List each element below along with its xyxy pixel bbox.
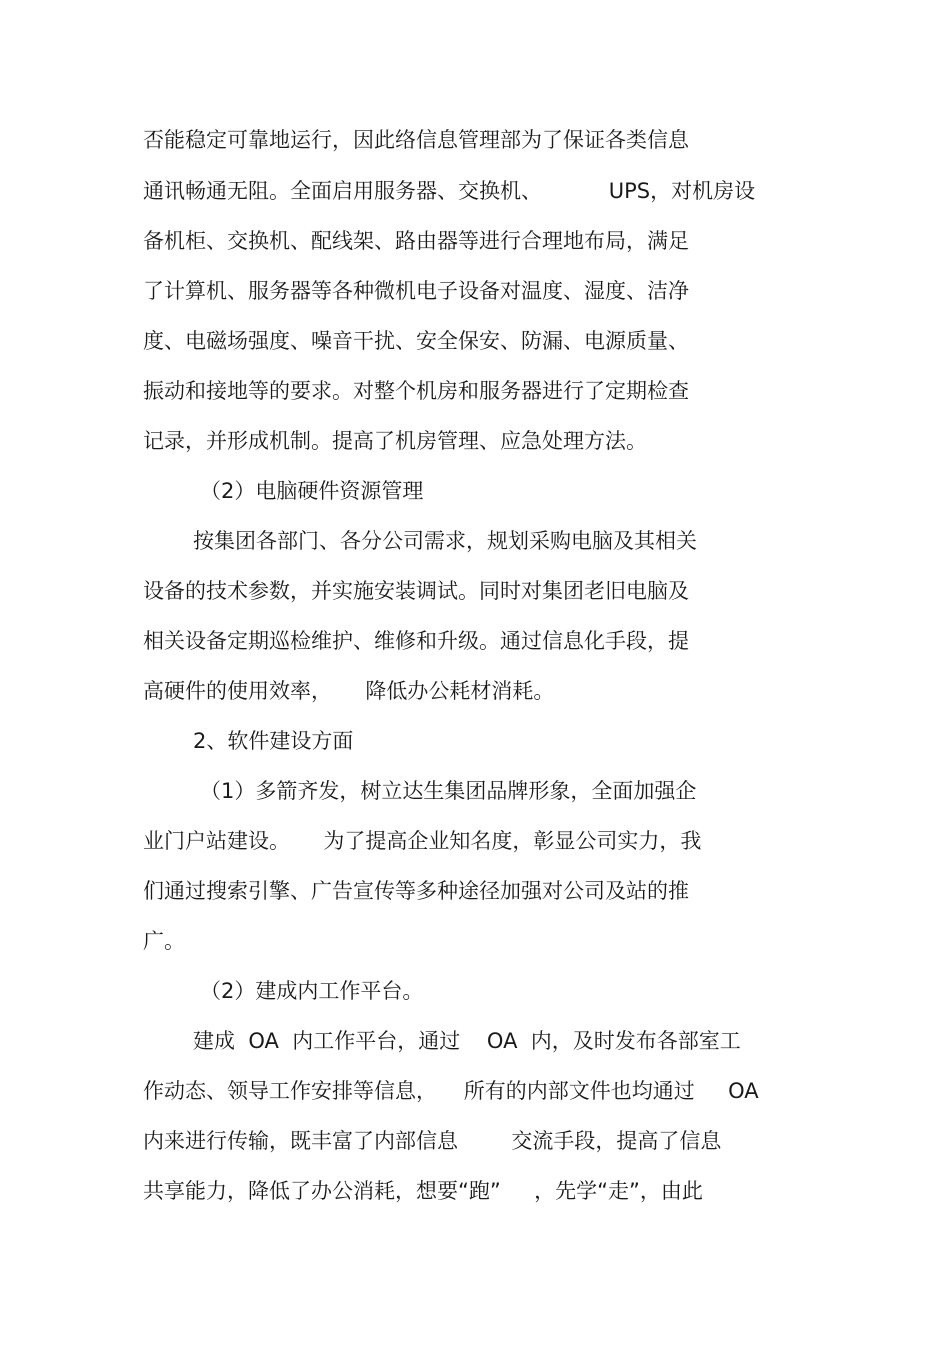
text-line: 度、电磁场强度、噪音干扰、安全保安、防漏、电源质量、 [143,329,689,353]
text-line: 业门户站建设。 为了提高企业知名度，彰显公司实力，我 [143,829,702,853]
text-line: 记录，并形成机制。提高了机房管理、应急处理方法。 [143,429,647,453]
text-line: 设备的技术参数，并实施安装调试。同时对集团老旧电脑及 [143,579,689,603]
subsection-heading: （1）多箭齐发，树立达生集团品牌形象，全面加强企 [200,779,697,803]
section-heading: 2、软件建设方面 [193,729,354,753]
section-heading: （2）电脑硬件资源管理 [200,479,424,503]
subsection-heading: （2）建成内工作平台。 [200,979,424,1003]
text-line: 否能稳定可靠地运行，因此络信息管理部为了保证各类信息 [143,128,689,152]
text-line: 相关设备定期巡检维护、维修和升级。通过信息化手段，提 [143,629,689,653]
text-line: 高硬件的使用效率， 降低办公耗材消耗。 [143,679,555,703]
text-line: 们通过搜索引擎、广告宣传等多种途径加强对公司及站的推 [143,879,689,903]
text-line: 广。 [143,929,185,953]
text-line: 了计算机、服务器等各种微机电子设备对温度、湿度、洁净 [143,279,689,303]
text-line: 建成 OA 内工作平台，通过 OA 内，及时发布各部室工 [193,1029,741,1053]
text-line: 振动和接地等的要求。对整个机房和服务器进行了定期检查 [143,379,689,403]
text-line: 作动态、领导工作安排等信息， 所有的内部文件也均通过 OA [143,1079,759,1103]
text-line: 按集团各部门、各分公司需求，规划采购电脑及其相关 [193,529,697,553]
text-line: 通讯畅通无阻。全面启用服务器、交换机、 UPS，对机房设 [143,179,756,203]
text-line: 备机柜、交换机、配线架、路由器等进行合理地布局，满足 [143,229,689,253]
text-line: 内来进行传输，既丰富了内部信息 交流手段，提高了信息 [143,1129,722,1153]
text-line: 共享能力，降低了办公消耗，想要“跑” ，先学“走”，由此 [143,1179,703,1203]
